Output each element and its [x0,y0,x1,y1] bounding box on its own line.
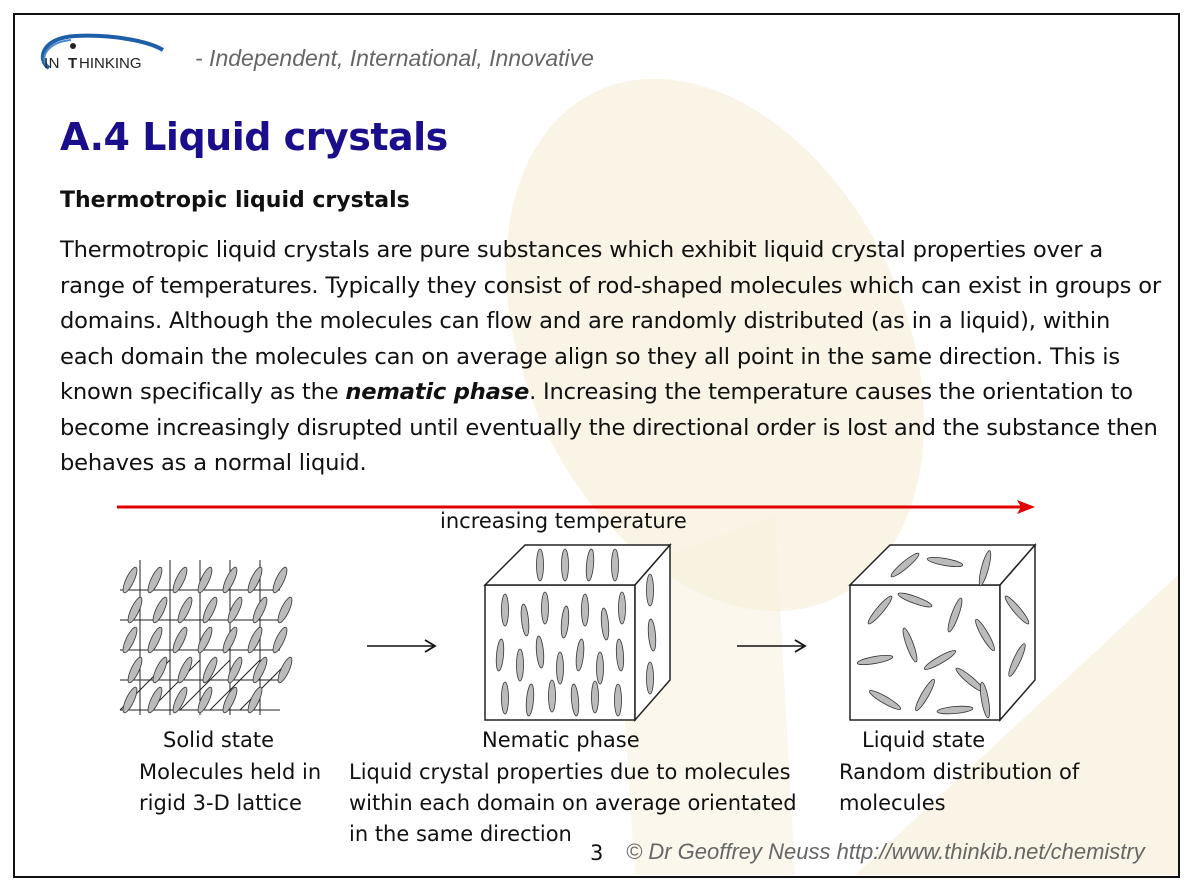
footer-credit: © Dr Geoffrey Neuss http://www.thinkib.net/chemistry [626,839,1145,864]
solid-state-label: Solid state [163,728,275,752]
page-number: 3 [590,841,604,865]
logo-text: IN [44,55,60,72]
solid-state-description-2: rigid 3-D lattice [139,791,302,815]
svg-text:T: T [68,55,78,72]
solid-state-lattice-image [110,550,325,725]
body-paragraph: Thermotropic liquid crystals are pure substances which exhibit liquid crystal properties over a range of temperatures. Typically they consist of rod-shaped molecules which can exist in groups or domains. Although the molecules can flow and are randomly distributed (as in a liquid), within each domain the molecules can on average align so they all point in the same direction. This is known specifically as the nematic phase. Increasing the temperature causes the orientation to become increasingly disrupted until eventually the directional order is lost and the substance then behaves as a normal liquid. [60,237,1161,476]
slide [13,13,1180,878]
nematic-phase-label: Nematic phase [482,728,640,752]
nematic-phase-description-3: in the same direction [349,822,572,846]
slide-title: A.4 Liquid crystals [60,115,448,159]
transition-arrow-1 [367,637,442,655]
inthinking-logo [35,32,175,74]
tagline: - Independent, International, Innovative [195,45,594,71]
liquid-state-description-1: Random distribution of [839,760,1080,784]
svg-text:HINKING: HINKING [79,55,142,72]
temperature-label: increasing temperature [440,509,687,533]
nematic-phase-emphasis: nematic phase [345,379,530,405]
solid-state-description-1: Molecules held in [139,760,322,784]
liquid-state-description-2: molecules [839,791,946,815]
liquid-state-label: Liquid state [862,728,986,752]
transition-arrow-2 [737,637,812,655]
subheading: Thermotropic liquid crystals [60,188,410,213]
nematic-phase-cube-image [480,540,685,725]
nematic-phase-description-2: within each domain on average orientated [349,791,797,815]
nematic-phase-description-1: Liquid crystal properties due to molecules [349,760,791,784]
liquid-state-cube-image [845,540,1050,725]
